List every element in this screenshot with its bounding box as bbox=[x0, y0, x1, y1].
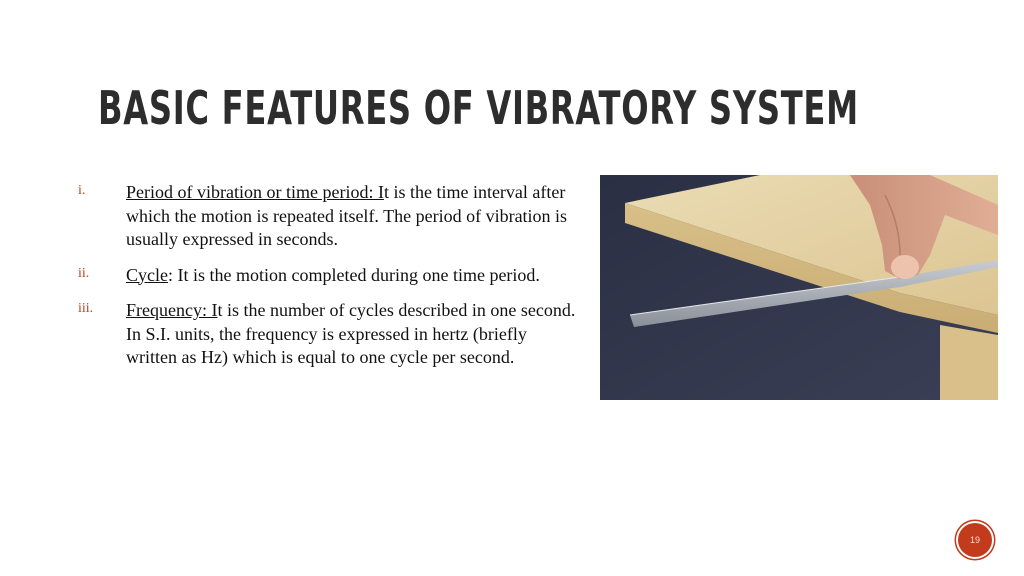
list-item-body bbox=[126, 299, 578, 370]
list-numeral: i. bbox=[78, 183, 86, 198]
list-item bbox=[78, 299, 578, 370]
term-cycle: Cycle bbox=[126, 264, 168, 285]
list-item bbox=[78, 181, 578, 252]
slide-title: BASIC FEATURES OF VIBRATORY SYSTEM bbox=[98, 81, 859, 135]
list-item bbox=[78, 264, 578, 288]
definition-period: t is the time interval after which the motion is repeated itself. The period of vibration is usually expressed in seconds. bbox=[126, 182, 568, 249]
feature-list bbox=[78, 181, 578, 382]
term-frequency: Frequency: I bbox=[126, 300, 218, 320]
list-item-body bbox=[126, 181, 578, 252]
list-numeral: iii. bbox=[78, 301, 94, 316]
definition-cycle: : It is the motion completed during one time period. bbox=[168, 264, 540, 285]
list-numeral: ii. bbox=[78, 265, 90, 281]
list-item-body bbox=[126, 264, 578, 288]
ruler-vibration-photo bbox=[600, 175, 998, 400]
definition-frequency: t is the number of cycles described in one second. In S.I. units, the frequency is expressed in hertz (briefly written as Hz) which is equal to one cycle per second. bbox=[126, 300, 576, 367]
term-period: Period of vibration or time period: I bbox=[126, 182, 384, 202]
page-number-badge: 19 bbox=[958, 523, 992, 557]
